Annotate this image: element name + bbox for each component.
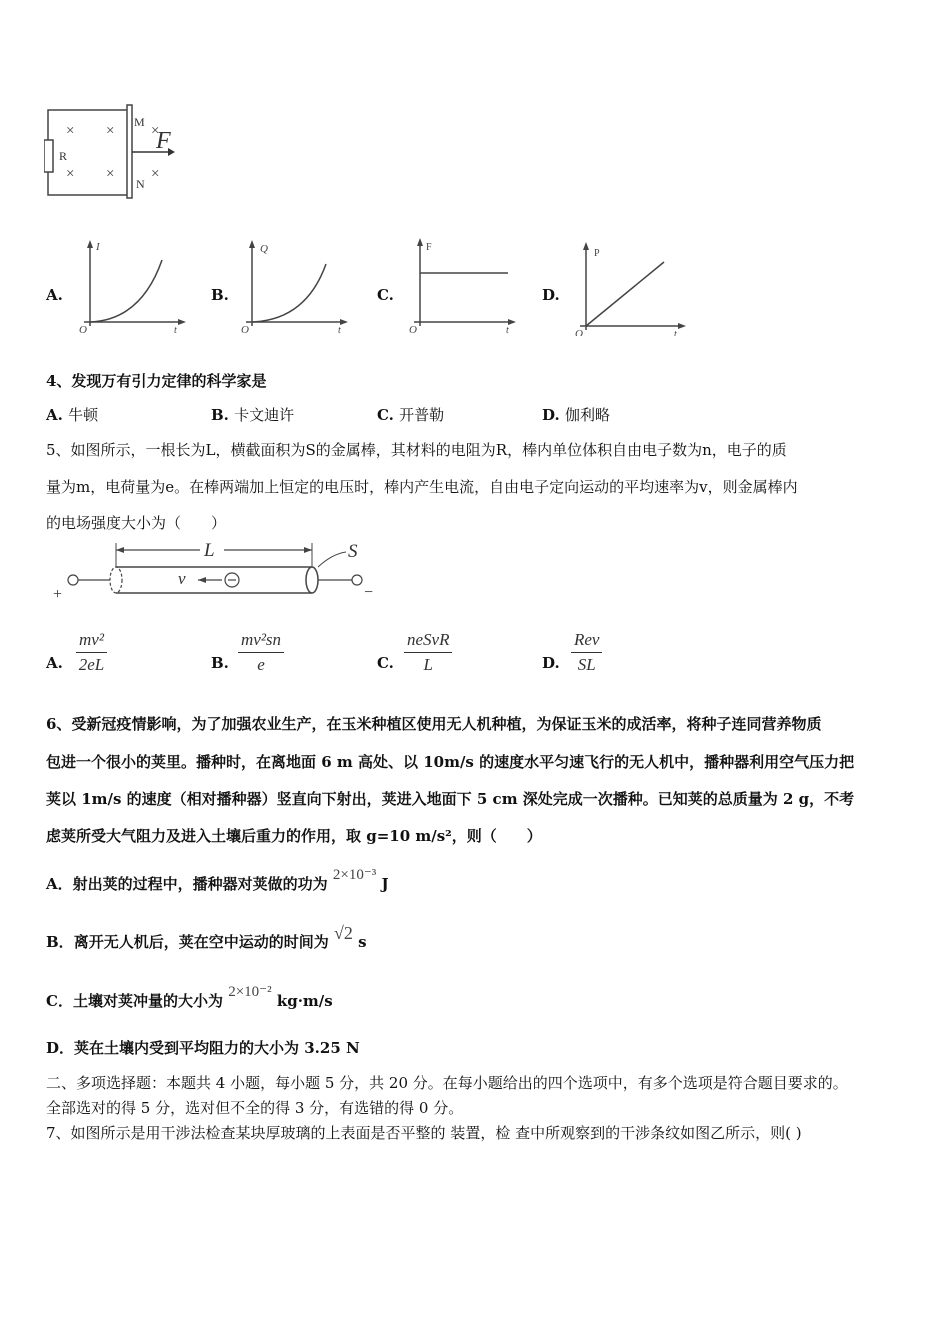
resistor-label: R	[59, 149, 68, 163]
force-label: F	[156, 128, 171, 154]
q5-stem-line3: 的电场强度大小为（ ）	[46, 514, 227, 532]
option-math: 2×10⁻³	[332, 867, 377, 883]
q6-option-a	[46, 867, 389, 894]
axis-label-p: P	[594, 248, 600, 259]
q3-option-a-letter: A.	[46, 286, 63, 304]
option-letter: D．	[46, 1039, 75, 1057]
q5-stem-line2: 量为m，电荷量为e。在棒两端加上恒定的电压时，棒内产生电流，自由电子定向运动的平均速率为v，则金属棒内	[46, 478, 798, 496]
q4-option-c	[377, 404, 444, 425]
q5-option-b-fraction	[238, 630, 284, 675]
q6-stem-line3: 荚以 1m/s 的速度（相对播种器）竖直向下射出，荚进入地面下 5 cm 深处完成一次播种。已知荚的总质量为 2 g，不考	[46, 790, 855, 808]
graph-b-charge-vs-time	[238, 238, 350, 334]
circuit-figure	[44, 100, 194, 205]
velocity-label: v	[178, 569, 186, 588]
numerator: mv²sn	[238, 630, 284, 653]
option-text: 牛顿	[68, 406, 99, 424]
axis-label-q: Q	[260, 243, 268, 255]
q5-option-c-fraction	[404, 630, 452, 675]
q3-option-d-letter: D.	[542, 286, 560, 304]
axis-label-t: t	[174, 325, 177, 334]
q5-option-c-letter: C.	[377, 654, 394, 672]
q4-option-b	[211, 404, 294, 425]
axis-label-f: F	[426, 242, 432, 253]
option-letter: A.	[46, 406, 63, 424]
field-cross: ×	[106, 166, 115, 182]
q5-option-a-letter: A.	[46, 654, 63, 672]
option-letter: C．	[46, 992, 73, 1010]
axis-label-t: t	[506, 325, 509, 334]
q6-stem-line2: 包进一个很小的荚里。播种时，在离地面 6 m 高处、以 10m/s 的速度水平匀速飞行的无人机中，播种器利用空气压力把	[46, 753, 855, 771]
option-text: 离开无人机后，荚在空中运动的时间为	[73, 933, 329, 951]
q6-option-d	[46, 1037, 360, 1058]
option-text: 射出荚的过程中，播种器对荚做的功为	[72, 875, 328, 893]
option-text: 伽利略	[564, 406, 610, 424]
q4-option-d	[542, 404, 610, 425]
denominator: L	[423, 655, 433, 674]
option-math: 2×10⁻²	[228, 984, 272, 1000]
denominator: SL	[577, 655, 596, 674]
q3-option-b-letter: B.	[211, 286, 229, 304]
q4-option-a	[46, 404, 98, 425]
terminal-minus: −	[364, 584, 374, 601]
field-cross: ×	[66, 123, 75, 139]
option-letter: B.	[211, 406, 229, 424]
axis-label-i: I	[96, 241, 100, 253]
denominator: e	[257, 655, 265, 674]
rod-label-n: N	[136, 177, 145, 191]
option-unit: s	[358, 933, 367, 951]
metal-rod-figure	[50, 540, 386, 604]
cross-section-label: S	[348, 541, 358, 562]
option-letter: A．	[46, 875, 73, 893]
q5-option-b-letter: B.	[211, 654, 229, 672]
option-letter: C.	[377, 406, 394, 424]
graph-d-power-vs-time	[572, 240, 688, 336]
q6-option-b	[46, 923, 367, 952]
q5-option-d-letter: D.	[542, 654, 560, 672]
axis-label-t: t	[674, 329, 677, 336]
q3-option-c-letter: C.	[377, 286, 394, 304]
numerator: mv²	[76, 630, 107, 653]
rod-label-m: M	[134, 115, 145, 129]
origin-label: O	[241, 324, 249, 334]
origin-label: O	[575, 328, 583, 336]
q6-stem-line1: 6、受新冠疫情影响，为了加强农业生产，在玉米种植区使用无人机种植，为保证玉米的成活率，将种子连同营养物质	[46, 715, 822, 733]
section2-header-line2: 全部选对的得 5 分，选对但不全的得 3 分，有选错的得 0 分。	[46, 1099, 464, 1117]
resistor	[44, 140, 53, 172]
q7-stem-line1: 7、如图所示是用干涉法检查某块厚玻璃的上表面是否平整的 装置，检 查中所观察到的干涉条纹如图乙所示，则( )	[46, 1124, 802, 1142]
rod-length-label: L	[204, 540, 215, 561]
q5-option-a-fraction	[76, 630, 107, 675]
field-cross: ×	[106, 123, 115, 139]
graph-a-current-vs-time	[76, 238, 188, 334]
option-letter: B．	[46, 933, 74, 951]
origin-label: O	[409, 324, 417, 334]
q5-option-d-fraction	[571, 630, 602, 675]
option-text: 荚在土壤内受到平均阻力的大小为 3.25 N	[74, 1039, 360, 1057]
section2-header-line1: 二、多项选择题：本题共 4 小题，每小题 5 分，共 20 分。在每小题给出的四个选项中，有多个选项是符合题目要求的。	[46, 1074, 848, 1092]
origin-label: O	[79, 324, 87, 334]
q6-stem-line4: 虑荚所受大气阻力及进入土壤后重力的作用，取 g=10 m/s²，则（ ）	[46, 827, 542, 845]
metal-rod-mn	[127, 105, 132, 198]
numerator: Rev	[571, 630, 602, 653]
q6-option-c	[46, 984, 333, 1011]
option-letter: D.	[542, 406, 560, 424]
option-text: 土壤对荚冲量的大小为	[72, 992, 223, 1010]
q5-stem-line1: 5、如图所示，一根长为L，横截面积为S的金属棒，其材料的电阻为R，棒内单位体积自由电子数为n，电子的质	[46, 441, 787, 459]
graph-c-force-vs-time	[406, 236, 518, 334]
denominator: 2eL	[78, 655, 105, 674]
field-cross: ×	[151, 166, 160, 182]
field-cross: ×	[66, 166, 75, 182]
option-unit: J	[381, 875, 389, 893]
numerator: neSvR	[404, 630, 452, 653]
axis-label-t: t	[338, 325, 341, 334]
q4-stem: 4、发现万有引力定律的科学家是	[46, 372, 267, 390]
option-text: 开普勒	[399, 406, 445, 424]
option-math: √2	[333, 923, 353, 943]
field-cross: ×	[151, 123, 160, 139]
option-unit: kg·m/s	[276, 992, 333, 1010]
terminal-plus: +	[53, 586, 63, 603]
option-text: 卡文迪许	[234, 406, 295, 424]
